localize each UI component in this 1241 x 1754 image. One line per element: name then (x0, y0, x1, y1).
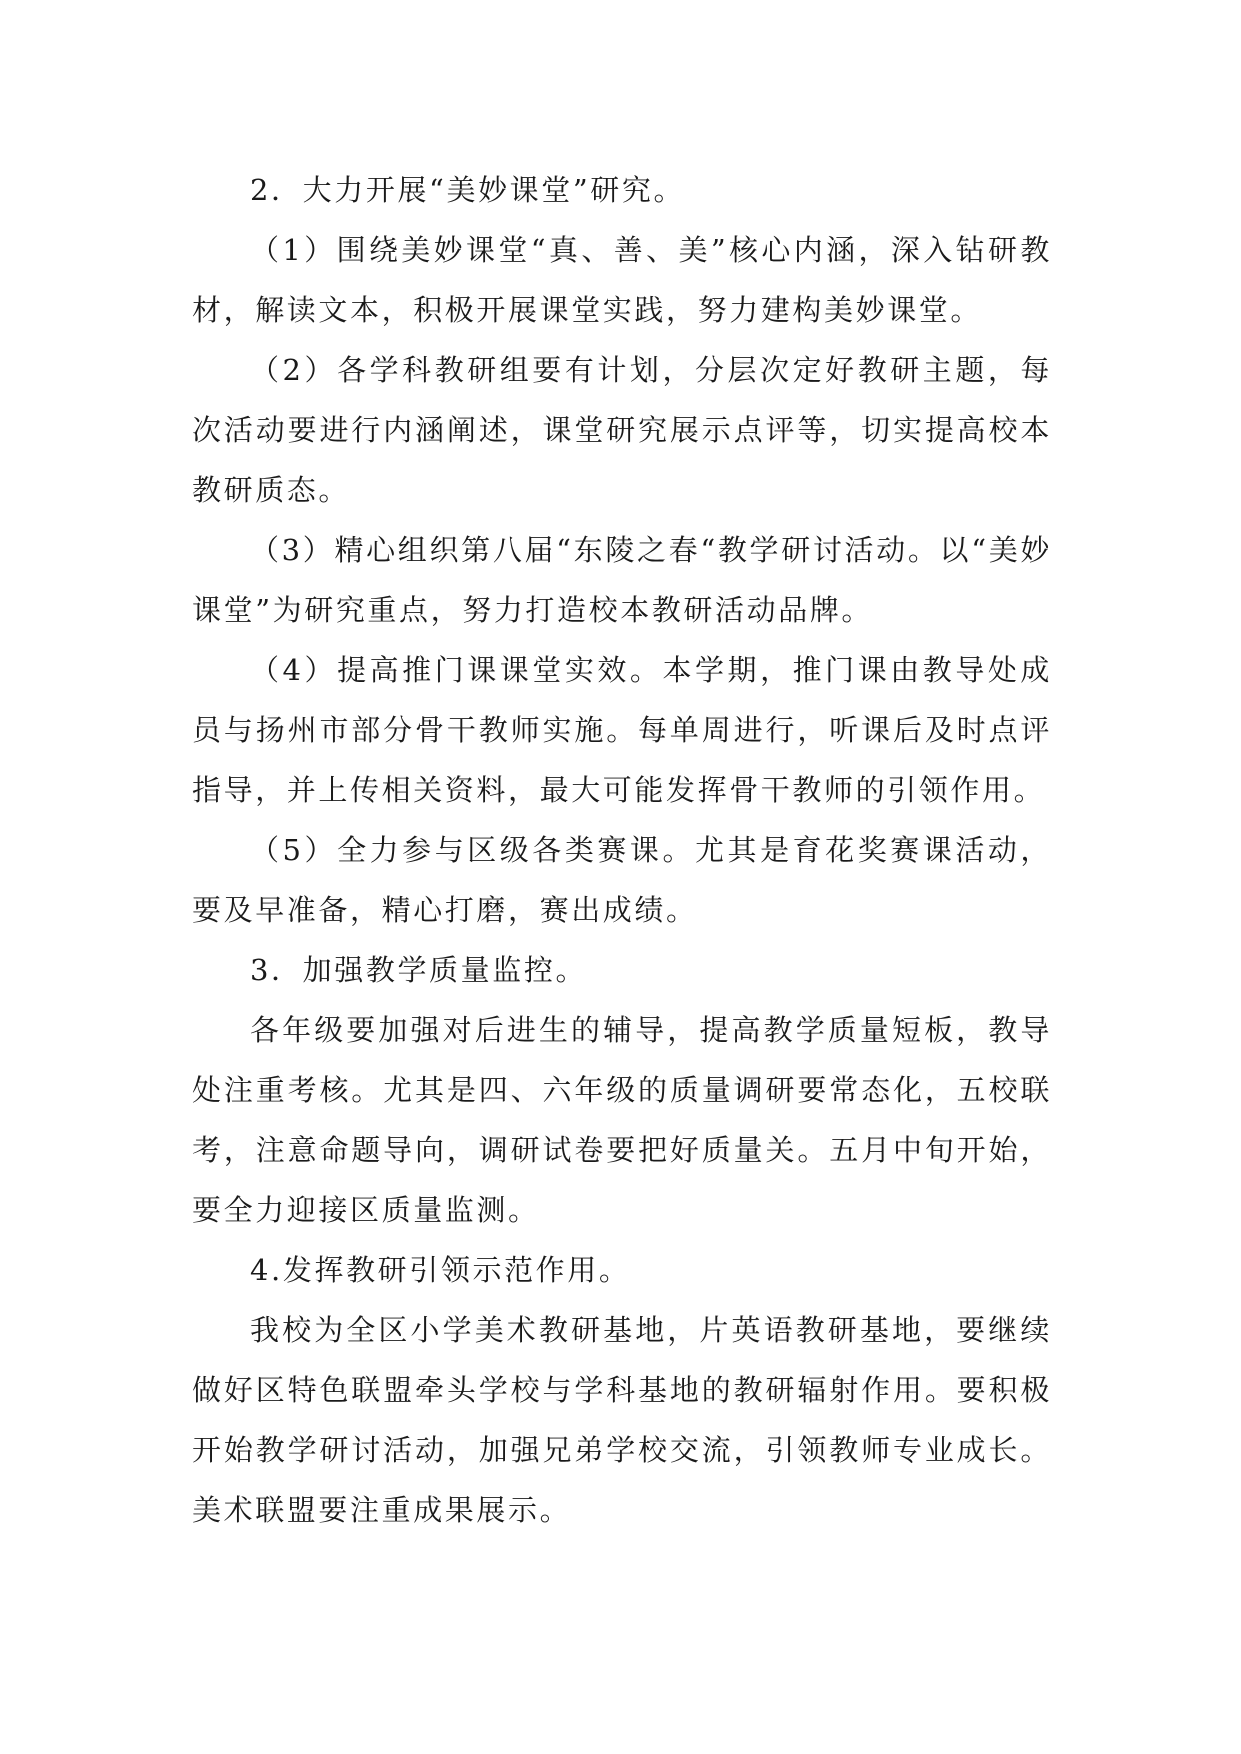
paragraph-quality-monitoring: 各年级要加强对后进生的辅导，提高教学质量短板，教导处注重考核。尤其是四、六年级的质量调研要常态化，五校联考，注意命题导向，调研试卷要把好质量关。五月中旬开始，要全力迎接区质量监测。 (192, 1013, 1052, 1227)
paragraph-item-1: （1）围绕美妙课堂“真、善、美”核心内涵，深入钻研教材，解读文本，积极开展课堂实践，努力建构美妙课堂。 (192, 233, 1052, 327)
section-heading-3: 3．加强教学质量监控。 (250, 953, 588, 987)
paragraph-item-3: （3）精心组织第八届“东陵之春“教学研讨活动。以“美妙课堂”为研究重点，努力打造校本教研活动品牌。 (192, 533, 1052, 627)
paragraph-item-4: （4）提高推门课课堂实效。本学期，推门课由教导处成员与扬州市部分骨干教师实施。每单周进行，听课后及时点评指导，并上传相关资料，最大可能发挥骨干教师的引领作用。 (192, 653, 1052, 807)
paragraph-research-leadership: 我校为全区小学美术教研基地，片英语教研基地，要继续做好区特色联盟牵头学校与学科基地的教研辐射作用。要积极开始教学研讨活动，加强兄弟学校交流，引领教师专业成长。美术联盟要注重成果展示。 (192, 1313, 1052, 1527)
document-body (192, 160, 1052, 1540)
paragraph-item-5: （5）全力参与区级各类赛课。尤其是育花奖赛课活动，要及早准备，精心打磨，赛出成绩。 (192, 833, 1052, 927)
paragraph-item-2: （2）各学科教研组要有计划，分层次定好教研主题，每次活动要进行内涵阐述，课堂研究展示点评等，切实提高校本教研质态。 (192, 353, 1052, 507)
section-heading-4: 4.发挥教研引领示范作用。 (250, 1253, 631, 1287)
section-heading-2: 2．大力开展“美妙课堂”研究。 (250, 173, 686, 207)
